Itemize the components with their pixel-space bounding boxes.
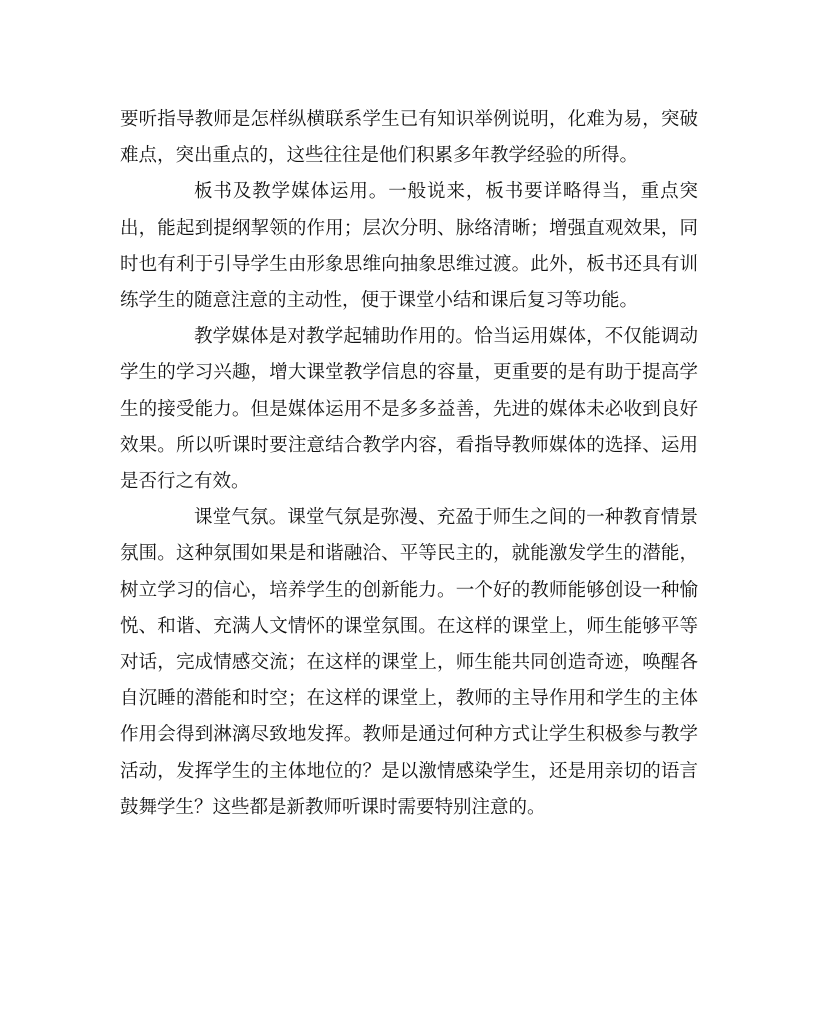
- paragraph-1: 要听指导教师是怎样纵横联系学生已有知识举例说明，化难为易，突破难点，突出重点的，这些往往是他们积累多年教学经验的所得。: [120, 109, 698, 167]
- paragraph-4: 课堂气氛。课堂气氛是弥漫、充盈于师生之间的一种教育情景氛围。这种氛围如果是和谐融洽、平等民主的，就能激发学生的潜能，树立学习的信心，培养学生的创新能力。一个好的教师能够创设一种愉悦、和谐、充满人文情怀的课堂氛围。在这样的课堂上，师生能够平等对话，完成情感交流；在这样的课堂上，师生能共同创造奇迹，唤醒各自沉睡的潜能和时空；在这样的课堂上，教师的主导作用和学生的主体作用会得到淋漓尽致地发挥。教师是通过何种方式让学生积极参与教学活动，发挥学生的主体地位的？是以激情感染学生，还是用亲切的语言鼓舞学生？这些都是新教师听课时需要特别注意的。: [120, 507, 698, 818]
- paragraph-3: 教学媒体是对教学起辅助作用的。恰当运用媒体，不仅能调动学生的学习兴趣，增大课堂教学信息的容量，更重要的是有助于提高学生的接受能力。但是媒体运用不是多多益善，先进的媒体未必收到良好效果。所以听课时要注意结合教学内容，看指导教师媒体的选择、运用是否行之有效。: [120, 326, 698, 493]
- document-page: [120, 102, 698, 826]
- paragraph-2: 板书及教学媒体运用。一般说来，板书要详略得当，重点突出，能起到提纲挈领的作用；层次分明、脉络清晰；增强直观效果，同时也有利于引导学生由形象思维向抽象思维过渡。此外，板书还具有训练学生的随意注意的主动性，便于课堂小结和课后复习等功能。: [120, 181, 698, 312]
